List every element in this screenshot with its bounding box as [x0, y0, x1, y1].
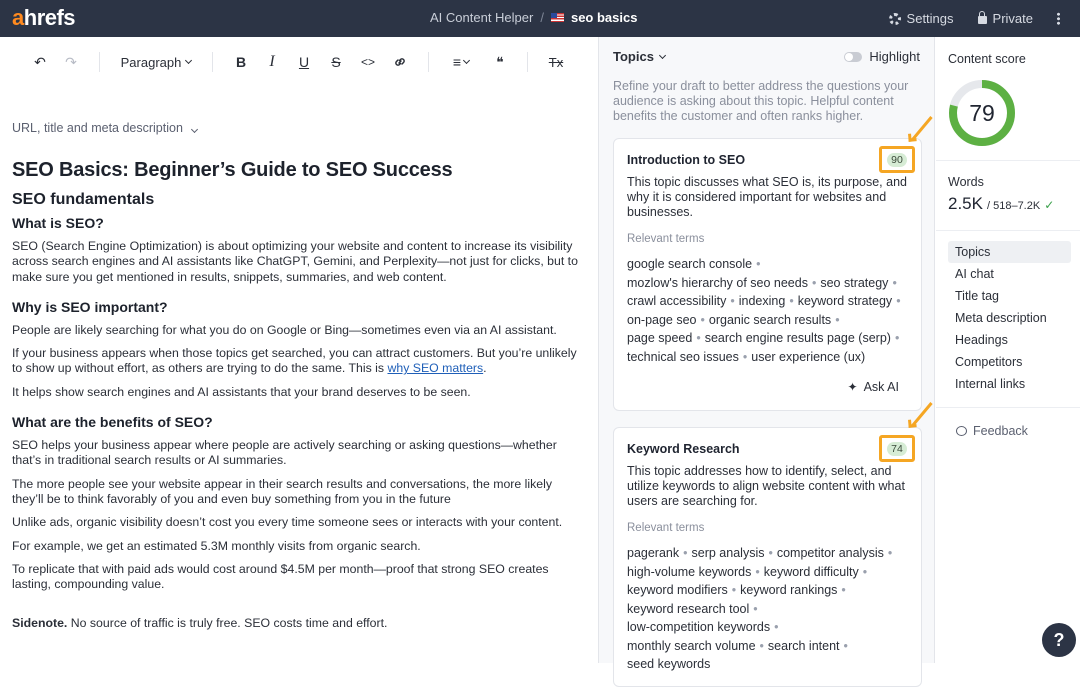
editor-pane [0, 37, 598, 663]
heading-fundamentals: SEO fundamentals [12, 191, 155, 208]
nav-item-ai-chat[interactable]: AI chat [955, 267, 994, 281]
relevant-terms-label: Relevant terms [627, 233, 705, 245]
topic-score: 74 [887, 442, 907, 456]
term: high-volume keywords [627, 564, 752, 579]
term: low-competition keywords [627, 620, 771, 634]
content-score-gauge [948, 79, 1016, 147]
topics-header: Topics [613, 49, 654, 64]
term: crawl accessibility [627, 294, 727, 308]
paragraph: If your business appears when those topics get searched, you can attract customers. But you’re unlikely to show up without effort, as others are trying to do the same. This is why SEO matters. [12, 346, 577, 376]
topic-card[interactable] [613, 427, 922, 687]
privacy-button[interactable] [978, 11, 1033, 26]
italic-button[interactable]: I [269, 53, 275, 70]
topics-panel [598, 37, 935, 671]
topic-score-highlight [879, 146, 915, 173]
paragraph: It helps show search engines and AI assistants that your brand deserves to be seen. [12, 384, 471, 399]
annotation-arrow [911, 116, 933, 141]
paragraph: To replicate that with paid ads would cost around $4.5M per month—proof that strong SEO creates lasting, compounding value. [12, 561, 549, 592]
top-actions [889, 0, 1080, 37]
topic-score: 90 [887, 153, 907, 167]
feedback-icon [956, 426, 967, 436]
toolbar-divider [428, 52, 429, 72]
block-style-dropdown[interactable] [118, 49, 194, 75]
breadcrumb-separator: / [540, 10, 544, 25]
nav-item-topics[interactable]: Topics [948, 241, 1071, 263]
ask-ai-button[interactable] [848, 380, 900, 394]
topic-title: Keyword Research [627, 442, 740, 456]
term: user experience (ux) [751, 349, 866, 364]
us-flag-icon [551, 13, 564, 22]
quote-button[interactable]: ❝ [496, 53, 504, 70]
code-button[interactable]: <> [360, 55, 375, 69]
nav-item-competitors[interactable]: Competitors [955, 355, 1023, 369]
term: keyword difficulty [763, 564, 859, 579]
clear-format-button[interactable]: Tx [548, 54, 564, 70]
term: seo strategy [820, 275, 889, 290]
link-icon [393, 55, 407, 69]
paragraph: Unlike ads, organic visibility doesn’t cost you every time someone sees or interacts with your content. [12, 515, 563, 530]
toolbar-divider [212, 52, 213, 72]
help-icon[interactable]: ? [1042, 623, 1076, 657]
term: technical seo issues [627, 349, 739, 364]
heading-what-is-seo: What is SEO? [12, 215, 104, 231]
block-style-label: Paragraph [120, 54, 182, 70]
chevron-down-icon [659, 51, 666, 58]
heading-benefits: What are the benefits of SEO? [12, 414, 213, 431]
align-icon: ≡ [452, 54, 462, 70]
why-seo-matters-link[interactable]: why SEO matters [387, 361, 484, 376]
nav-item-title-tag[interactable]: Title tag [955, 289, 1000, 303]
lock-icon [978, 16, 987, 24]
topics-dropdown[interactable] [613, 49, 665, 64]
breadcrumb-document[interactable]: seo basics [570, 10, 638, 25]
term: keyword research tool [627, 601, 750, 616]
meta-description-toggle[interactable] [12, 121, 197, 135]
rail-divider [936, 160, 1080, 161]
sidenote-label: Sidenote. [12, 616, 68, 631]
topics-intro: Refine your draft to better address the questions your audience is asking about this topic. Helpful content benefits the customer and often ranks higher. [613, 79, 909, 123]
link-button[interactable] [390, 49, 410, 75]
word-count [948, 194, 1054, 214]
highlight-label: Highlight [869, 49, 920, 64]
chevron-down-icon [191, 126, 198, 133]
chevron-down-icon [185, 57, 192, 64]
sparkle-icon: ✦ [847, 380, 858, 394]
formatting-toolbar [0, 49, 598, 75]
nav-item-internal-links[interactable]: Internal links [955, 377, 1026, 391]
ahrefs-logo[interactable]: ahrefs [12, 5, 76, 30]
term: pagerank [627, 546, 680, 560]
term: monthly search volume [627, 638, 756, 653]
term: organic search results [708, 312, 832, 327]
settings-button[interactable] [889, 11, 954, 26]
settings-label: Settings [906, 11, 954, 26]
term: indexing [738, 294, 786, 308]
rail-divider [936, 407, 1080, 408]
ask-ai-label: Ask AI [863, 380, 899, 394]
sidenote: Sidenote. No source of traffic is truly free. SEO costs time and effort. [12, 616, 388, 631]
relevant-terms-label: Relevant terms [627, 522, 705, 534]
term: keyword rankings [740, 583, 838, 597]
paragraph: The more people see your website appear in their search results and conversations, the more likely they’ll be to think favorably of you and even buy something from you in the future [12, 476, 552, 506]
gear-icon [889, 13, 901, 25]
paragraph: SEO helps your business appear where people are actively searching or asking questions—whether that’s in traditional search results or AI summaries. [12, 438, 557, 468]
term: mozlow's hierarchy of seo needs [627, 275, 808, 290]
rail-nav [948, 241, 1071, 395]
document-title: SEO Basics: Beginner’s Guide to SEO Success [12, 159, 453, 181]
right-rail [936, 37, 1080, 663]
term: serp analysis [691, 546, 765, 560]
rail-divider [936, 230, 1080, 231]
feedback-label: Feedback [973, 424, 1028, 438]
word-count-value: 2.5K [948, 194, 983, 213]
chevron-down-icon [463, 57, 470, 64]
topic-score-highlight [879, 435, 915, 462]
paragraph: People are likely searching for what you do on Google or Bing—sometimes even via an AI assistant. [12, 322, 557, 337]
feedback-button[interactable] [956, 424, 1028, 438]
nav-item-headings[interactable]: Headings [955, 333, 1008, 347]
highlight-toggle[interactable] [844, 49, 920, 64]
check-icon: ✓ [1044, 198, 1055, 212]
topic-description: This topic addresses how to identify, select, and utilize keywords to align website content with what users are searching for. [627, 464, 905, 508]
content-score-label: Content score [948, 52, 1026, 66]
paragraph: For example, we get an estimated 5.3M monthly visits from organic search. [12, 538, 421, 553]
term: google search console [627, 257, 753, 271]
privacy-label: Private [992, 11, 1033, 26]
term: on-page seo [627, 312, 697, 327]
heading-why-seo: Why is SEO important? [12, 298, 168, 315]
topic-description: This topic discusses what SEO is, its purpose, and why it is considered important for websites and businesses. [627, 175, 907, 219]
toolbar-divider [99, 52, 100, 72]
content-score-value: 79 [969, 99, 995, 126]
top-bar [0, 0, 1080, 37]
word-count-range: / 518–7.2K [986, 200, 1041, 212]
toggle-switch[interactable] [844, 52, 862, 62]
document-body[interactable] [12, 159, 582, 640]
kebab-icon[interactable] [1057, 12, 1060, 25]
nav-item-meta-description[interactable]: Meta description [955, 311, 1047, 325]
relevant-terms-list: pagerank • serp analysis • competitor analysis • high-volume keywords • keyword difficulty • keyword modifiers • keyword rankings • keyword research tool • low-competition keywords • monthly search volume • search intent • seed keywords [627, 546, 893, 671]
strikethrough-button[interactable]: S [331, 54, 341, 70]
term: search engine results page (serp) [704, 331, 891, 345]
redo-icon[interactable]: ↷ [65, 53, 77, 70]
term: keyword modifiers [627, 583, 728, 597]
bold-button[interactable]: B [235, 54, 247, 70]
meta-toggle-label: URL, title and meta description [12, 121, 183, 135]
term: search intent [767, 638, 840, 653]
align-dropdown[interactable] [446, 49, 476, 75]
term: seed keywords [627, 657, 711, 671]
term: keyword strategy [797, 294, 893, 308]
breadcrumb [430, 10, 637, 25]
breadcrumb-app[interactable]: AI Content Helper [430, 10, 534, 25]
words-label: Words [948, 175, 984, 189]
topic-card[interactable] [613, 138, 922, 411]
topic-title: Introduction to SEO [627, 153, 746, 167]
term: competitor analysis [776, 546, 884, 560]
underline-button[interactable]: U [298, 54, 310, 70]
relevant-terms-list: google search console • mozlow's hierarchy of seo needs • seo strategy • crawl accessibility • indexing • keyword strategy • on-page seo • organic search results • page speed • search engine results page (serp) • technical seo issues • user experience (ux) [627, 257, 901, 364]
undo-icon[interactable]: ↶ [34, 53, 46, 70]
term: page speed [627, 331, 693, 345]
paragraph: SEO (Search Engine Optimization) is about optimizing your website and content to increase its visibility across search engines and AI assistants like ChatGPT, Gemini, and Perplexity—not just for clicks, but to make sure you get mentioned in results, snippets, summaries, and web content. [12, 239, 578, 284]
toolbar-divider [527, 52, 528, 72]
